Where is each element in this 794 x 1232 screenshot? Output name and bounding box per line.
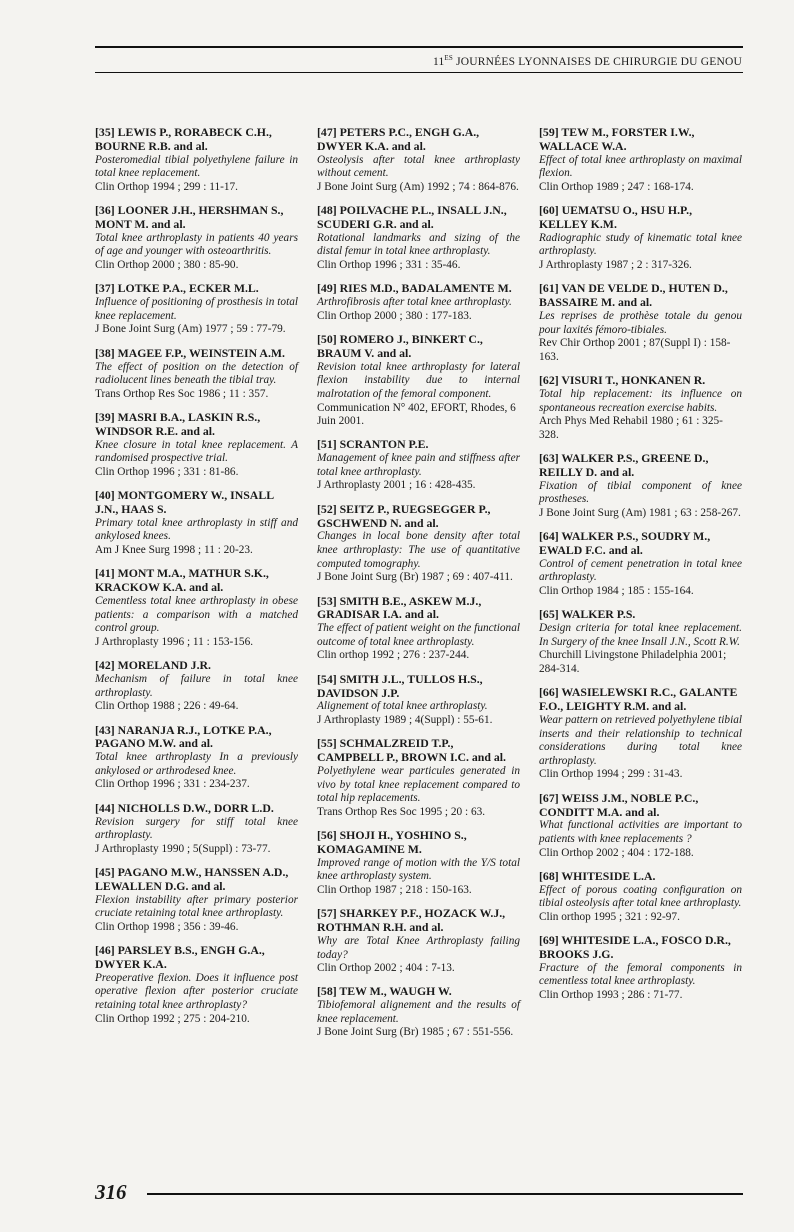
- reference-authors: [38] MAGEE F.P., WEINSTEIN A.M.: [95, 345, 285, 360]
- reference-authors: [41] MONT M.A., MATHUR S.K., KRACKOW K.A. and al.: [95, 566, 269, 595]
- reference-authors: [36] LOONER J.H., HERSHMAN S., MONT M. and al.: [95, 203, 284, 231]
- references-column-3: [539, 126, 742, 1012]
- reference-source: J Bone Joint Surg (Am) 1992 ; 74 : 864-876.: [317, 180, 519, 193]
- reference-source: Clin Orthop 1998 ; 356 : 39-46.: [95, 920, 239, 933]
- reference-source: Clin Orthop 1994 ; 299 : 31-43.: [539, 768, 683, 781]
- reference-title: Les reprises de prothèse totale du genou pour laxités fémoro-tibiales.: [539, 309, 742, 336]
- reference-authors: [59] TEW M., FORSTER I.W., WALLACE W.A.: [539, 125, 695, 153]
- reference-title: Total knee arthroplasty in patients 40 years of age and younger with osteoarthritis.: [95, 231, 298, 258]
- reference-entry: [317, 829, 520, 897]
- reference-authors: [47] PETERS P.C., ENGH G.A., DWYER K.A. and al.: [317, 125, 480, 153]
- reference-source: Clin Orthop 1988 ; 226 : 49-64.: [95, 700, 239, 713]
- reference-title: Knee closure in total knee replacement. A randomised prospective trial.: [95, 438, 298, 465]
- reference-source: J Arthroplasty 1996 ; 11 : 153-156.: [95, 635, 254, 648]
- reference-entry: [95, 126, 298, 194]
- reference-authors: [45] PAGANO M.W., HANSSEN A.D., LEWALLEN D.G. and al.: [95, 865, 289, 893]
- reference-source: Clin orthop 1992 ; 276 : 237-244.: [317, 649, 470, 662]
- reference-title: Osteolysis after total knee arthroplasty without cement.: [317, 153, 520, 180]
- reference-source: J Arthroplasty 1989 ; 4(Suppl) : 55-61.: [317, 713, 493, 726]
- reference-source: Clin Orthop 1987 ; 218 : 150-163.: [317, 883, 472, 896]
- reference-authors: [61] VAN DE VELDE D., HUTEN D., BASSAIRE M. and al.: [539, 281, 728, 310]
- reference-title: Rotational landmarks and sizing of the distal femur in total knee arthroplasty.: [317, 231, 520, 258]
- reference-entry: [317, 737, 520, 819]
- reference-source: J Bone Joint Surg (Br) 1985 ; 67 : 551-556.: [317, 1026, 514, 1039]
- reference-authors: [51] SCRANTON P.E.: [317, 437, 429, 452]
- reference-entry: [317, 204, 520, 272]
- reference-entry: [95, 802, 298, 857]
- reference-title: Improved range of motion with the Y/S total knee arthroplasty system.: [317, 856, 520, 883]
- reference-title: Influence of positioning of prosthesis in total knee replacement.: [95, 296, 298, 322]
- reference-title: Posteromedial tibial polyethylene failure in total knee replacement.: [95, 153, 298, 180]
- reference-entry: [317, 907, 520, 975]
- reference-title: Total hip replacement: its influence on spontaneous recreation exercise habits.: [539, 387, 742, 414]
- reference-entry: [539, 870, 742, 925]
- reference-entry: [539, 282, 742, 364]
- reference-source: Clin Orthop 2002 ; 404 : 7-13.: [317, 962, 455, 975]
- reference-entry: [539, 374, 742, 442]
- reference-source: J Arthroplasty 1987 ; 2 : 317-326.: [539, 258, 692, 271]
- reference-source: Am J Knee Surg 1998 ; 11 : 20-23.: [95, 544, 253, 557]
- reference-source: J Bone Joint Surg (Am) 1981 ; 63 : 258-267.: [539, 506, 741, 519]
- reference-entry: [95, 347, 298, 402]
- reference-authors: [49] RIES M.D., BADALAMENTE M.: [317, 281, 512, 296]
- reference-title: Wear pattern on retrieved polyethylene tibial inserts and their relationship to technical considerations during total knee arthroplasty.: [539, 713, 742, 767]
- reference-source: Communication N° 402, EFORT, Rhodes, 6 Juin 2001.: [317, 401, 516, 428]
- reference-title: Effect of total knee arthroplasty on maximal flexion.: [539, 153, 742, 180]
- reference-authors: [52] SEITZ P., RUEGSEGGER P., GSCHWEND N. and al.: [317, 501, 491, 530]
- reference-source: J Arthroplasty 1990 ; 5(Suppl) : 73-77.: [95, 842, 271, 855]
- reference-source: Clin Orthop 1989 ; 247 : 168-174.: [539, 180, 694, 193]
- reference-authors: [69] WHITESIDE L.A., FOSCO D.R., BROOKS J.G.: [539, 933, 731, 962]
- header-edition-suffix: ES: [444, 54, 453, 62]
- reference-source: Churchill Livingstone Philadelphia 2001; 284-314.: [539, 649, 727, 675]
- reference-authors: [46] PARSLEY B.S., ENGH G.A., DWYER K.A.: [95, 943, 265, 972]
- reference-title: Fracture of the femoral components in cementless total knee arthroplasty.: [539, 961, 742, 988]
- reference-authors: [64] WALKER P.S., SOUDRY M., EWALD F.C. and al.: [539, 529, 711, 558]
- reference-title: Alignement of total knee arthroplasty.: [317, 700, 488, 713]
- reference-source: Clin Orthop 1993 ; 286 : 71-77.: [539, 989, 683, 1002]
- reference-title: Control of cement penetration in total knee arthroplasty.: [539, 557, 742, 584]
- reference-title: Mechanism of failure in total knee arthroplasty.: [95, 673, 298, 699]
- reference-entry: [539, 126, 742, 194]
- reference-entry: [95, 282, 298, 337]
- reference-authors: [56] SHOJI H., YOSHINO S., KOMAGAMINE M.: [317, 828, 467, 856]
- reference-source: Arch Phys Med Rehabil 1980 ; 61 : 325-328.: [539, 415, 723, 441]
- reference-title: Preoperative flexion. Does it influence post operative flexion after posterior cruciate retaining total knee arthroplasty?: [95, 971, 298, 1012]
- header-rule-bottom: [95, 72, 743, 73]
- reference-source: Clin Orthop 1996 ; 331 : 234-237.: [95, 778, 250, 791]
- reference-entry: [317, 985, 520, 1040]
- reference-authors: [55] SCHMALZREID T.P., CAMPBELL P., BROWN I.C. and al.: [317, 736, 507, 765]
- reference-entry: [539, 452, 742, 520]
- reference-entry: [317, 673, 520, 728]
- reference-source: Clin Orthop 1996 ; 331 : 35-46.: [317, 258, 461, 271]
- header-rule-top: [95, 46, 743, 48]
- reference-authors: [63] WALKER P.S., GREENE D., REILLY D. and al.: [539, 451, 709, 479]
- reference-entry: [539, 934, 742, 1002]
- reference-title: Primary total knee arthroplasty in stiff and ankylosed knees.: [95, 516, 298, 543]
- reference-entry: [95, 659, 298, 714]
- reference-entry: [317, 333, 520, 429]
- page-number: 316: [95, 1180, 127, 1204]
- header-title-text: JOURNÉES LYONNAISES DE CHIRURGIE DU GENOU: [453, 55, 742, 68]
- reference-authors: [57] SHARKEY P.F., HOZACK W.J., ROTHMAN R.H. and al.: [317, 906, 506, 935]
- reference-entry: [317, 438, 520, 493]
- reference-title: Revision surgery for stiff total knee arthroplasty.: [95, 815, 298, 842]
- reference-entry: [95, 944, 298, 1026]
- reference-entry: [95, 724, 298, 792]
- reference-source: Trans Orthop Res Soc 1986 ; 11 : 357.: [95, 387, 269, 400]
- reference-source: Clin Orthop 1996 ; 331 : 81-86.: [95, 465, 239, 478]
- reference-source: Clin Orthop 2000 ; 380 : 85-90.: [95, 258, 239, 271]
- reference-title: Changes in local bone density after total knee arthroplasty: The use of quantitative computed tomography.: [317, 530, 520, 570]
- reference-title: Polyethylene wear particules generated in vivo by total knee replacement compared to total hip replacements.: [317, 764, 520, 805]
- reference-entry: [317, 503, 520, 585]
- reference-title: Arthrofibrosis after total knee arthroplasty.: [317, 296, 512, 309]
- reference-authors: [66] WASIELEWSKI R.C., GALANTE F.O., LEIGHTY R.M. and al.: [539, 685, 738, 714]
- reference-title: Total knee arthroplasty In a previously ankylosed or arthrodesed knee.: [95, 751, 298, 777]
- reference-entry: [539, 792, 742, 860]
- reference-authors: [68] WHITESIDE L.A.: [539, 868, 656, 883]
- reference-title: Tibiofemoral alignement and the results of knee replacement.: [317, 999, 520, 1025]
- reference-entry: [95, 411, 298, 479]
- reference-source: Trans Orthop Res Soc 1995 ; 20 : 63.: [317, 805, 486, 818]
- reference-source: Clin Orthop 2002 ; 404 : 172-188.: [539, 846, 694, 859]
- reference-entry: [317, 595, 520, 663]
- reference-title: Effect of porous coating configuration on tibial osteolysis after total knee arthroplasty.: [539, 883, 742, 910]
- reference-source: Clin orthop 1995 ; 321 : 92-97.: [539, 910, 680, 923]
- reference-source: J Bone Joint Surg (Am) 1977 ; 59 : 77-79.: [95, 323, 286, 336]
- reference-authors: [44] NICHOLLS D.W., DORR L.D.: [95, 800, 274, 815]
- references-column-1: [95, 126, 298, 1036]
- reference-authors: [67] WEISS J.M., NOBLE P.C., CONDITT M.A. and al.: [539, 790, 699, 819]
- reference-authors: [65] WALKER P.S.: [539, 607, 636, 622]
- reference-entry: [95, 489, 298, 557]
- reference-source: Clin Orthop 2000 ; 380 : 177-183.: [317, 309, 472, 322]
- reference-entry: [95, 204, 298, 272]
- reference-title: What functional activities are important to patients with knee replacements ?: [539, 819, 742, 845]
- reference-authors: [42] MORELAND J.R.: [95, 658, 211, 673]
- reference-authors: [37] LOTKE P.A., ECKER M.L.: [95, 281, 259, 296]
- reference-authors: [53] SMITH B.E., ASKEW M.J., GRADISAR I.A. and al.: [317, 593, 482, 622]
- reference-source: J Bone Joint Surg (Br) 1987 ; 69 : 407-411.: [317, 571, 513, 584]
- reference-authors: [54] SMITH J.L., TULLOS H.S., DAVIDSON J.P.: [317, 671, 483, 700]
- reference-entry: [539, 608, 742, 676]
- running-header: [433, 54, 742, 68]
- reference-authors: [50] ROMERO J., BINKERT C., BRAUM V. and al.: [317, 332, 483, 360]
- reference-source: J Arthroplasty 2001 ; 16 : 428-435.: [317, 479, 476, 492]
- reference-authors: [43] NARANJA R.J., LOTKE P.A., PAGANO M.W. and al.: [95, 722, 272, 751]
- reference-entry: [539, 530, 742, 598]
- reference-entry: [317, 126, 520, 194]
- reference-entry: [539, 686, 742, 782]
- reference-title: Cementless total knee arthroplasty in obese patients: a comparison with a matched control group.: [95, 595, 298, 635]
- reference-title: Radiographic study of kinematic total knee arthroplasty.: [539, 231, 742, 258]
- reference-authors: [40] MONTGOMERY W., INSALL J.N., HAAS S.: [95, 488, 274, 517]
- reference-title: Management of knee pain and stiffness after total knee arthroplasty.: [317, 452, 520, 478]
- reference-title: Fixation of tibial component of knee prostheses.: [539, 479, 742, 506]
- header-edition-number: 11: [432, 55, 445, 68]
- reference-source: Clin Orthop 1994 ; 299 : 11-17.: [95, 180, 238, 193]
- reference-title: Why are Total Knee Arthroplasty failing today?: [317, 934, 520, 961]
- footer-rule: [147, 1193, 743, 1195]
- reference-entry: [317, 282, 520, 323]
- reference-authors: [39] MASRI B.A., LASKIN R.S., WINDSOR R.E. and al.: [95, 410, 261, 438]
- reference-authors: [58] TEW M., WAUGH W.: [317, 984, 452, 999]
- reference-source: Clin Orthop 1992 ; 275 : 204-210.: [95, 1012, 250, 1025]
- reference-entry: [95, 866, 298, 934]
- reference-source: Rev Chir Orthop 2001 ; 87(Suppl I) : 158-163.: [539, 337, 731, 363]
- reference-title: Design criteria for total knee replacement. In Surgery of the knee Insall J.N., Scott R.W.: [539, 622, 742, 648]
- reference-authors: [35] LEWIS P., RORABECK C.H., BOURNE R.B. and al.: [95, 125, 272, 153]
- reference-title: Revision total knee arthroplasty for lateral flexion instability due to internal malrotation of the femoral component.: [317, 360, 520, 400]
- reference-title: Flexion instability after primary posterior cruciate retaining total knee arthroplasty.: [95, 893, 298, 920]
- reference-entry: [539, 204, 742, 272]
- reference-title: The effect of patient weight on the functional outcome of total knee arthroplasty.: [317, 622, 520, 648]
- reference-source: Clin Orthop 1984 ; 185 : 155-164.: [539, 585, 694, 598]
- reference-entry: [95, 567, 298, 649]
- references-column-2: [317, 126, 520, 1050]
- reference-authors: [60] UEMATSU O., HSU H.P., KELLEY K.M.: [539, 203, 693, 231]
- reference-authors: [48] POILVACHE P.L., INSALL J.N., SCUDERI G.R. and al.: [317, 203, 507, 231]
- reference-authors: [62] VISURI T., HONKANEN R.: [539, 373, 706, 388]
- reference-title: The effect of position on the detection of radiolucent lines beneath the tibial tray.: [95, 360, 298, 387]
